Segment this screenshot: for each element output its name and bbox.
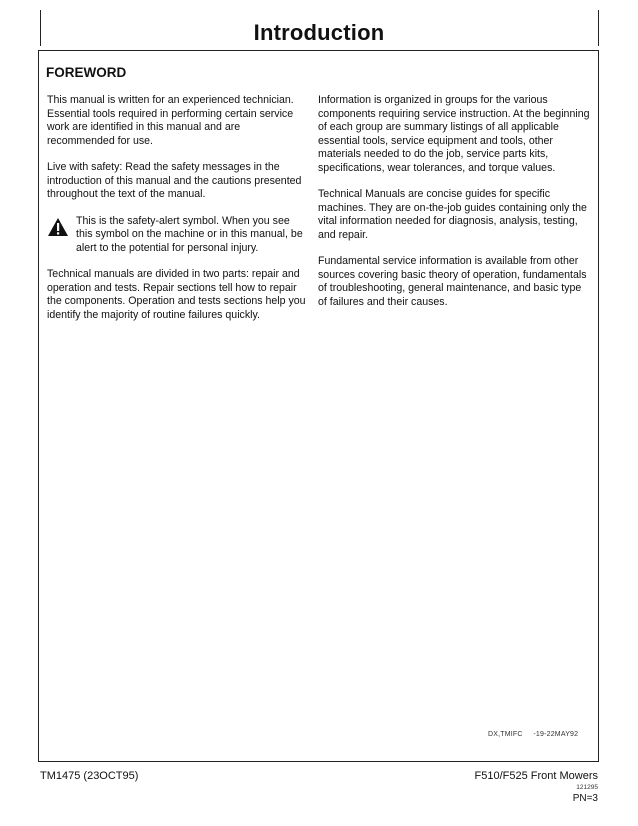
page-title: Introduction: [253, 20, 385, 45]
right-column: [318, 94, 590, 322]
paragraph-manual-parts: Technical manuals are divided in two parts: repair and operation and tests. Repair sections tell how to repair the components. Operation and tests sections help you identify the majority of routine failures quickly.: [47, 268, 306, 321]
paragraph-technical-manuals: Technical Manuals are concise guides for specific machines. They are on-the-job guides containing only the vital information needed for diagnosis, analysis, testing, and repair.: [318, 188, 587, 241]
paragraph-organization: Information is organized in groups for the various components requiring service instruction. At the beginning of each group are summary listings of all applicable essential tools, service equipment and tools, other materials needed to do the job, service parts kits, specifications, wear tolerances, and torque values.: [318, 94, 590, 174]
reference-code: DX,TMIFC -19-22MAY92: [488, 731, 579, 738]
section-heading: FOREWORD: [46, 65, 127, 80]
paragraph-safety: Live with safety: Read the safety messages in the introduction of this manual and the cautions presented throughout the text of the manual.: [47, 161, 302, 200]
print-date: 121295: [576, 784, 598, 791]
paragraph-intro: This manual is written for an experienced technician. Essential tools required in performing certain service work are identified in this manual and are recommended for use.: [47, 94, 294, 147]
page-number: PN=3: [572, 793, 598, 804]
left-column: [47, 94, 307, 335]
product-name: F510/F525 Front Mowers: [474, 770, 598, 782]
manual-id: TM1475 (23OCT95): [40, 770, 139, 782]
safety-alert-block: [47, 215, 307, 256]
safety-alert-triangle-icon: [47, 215, 71, 256]
safety-alert-text: This is the safety-alert symbol. When you see this symbol on the machine or in this manual, be alert to the potential for personal injury.: [76, 214, 303, 254]
paragraph-fundamental-info: Fundamental service information is available from other sources covering basic theory of operation, fundamentals of troubleshooting, general maintenance, and basic type of failures and their causes.: [318, 255, 587, 308]
